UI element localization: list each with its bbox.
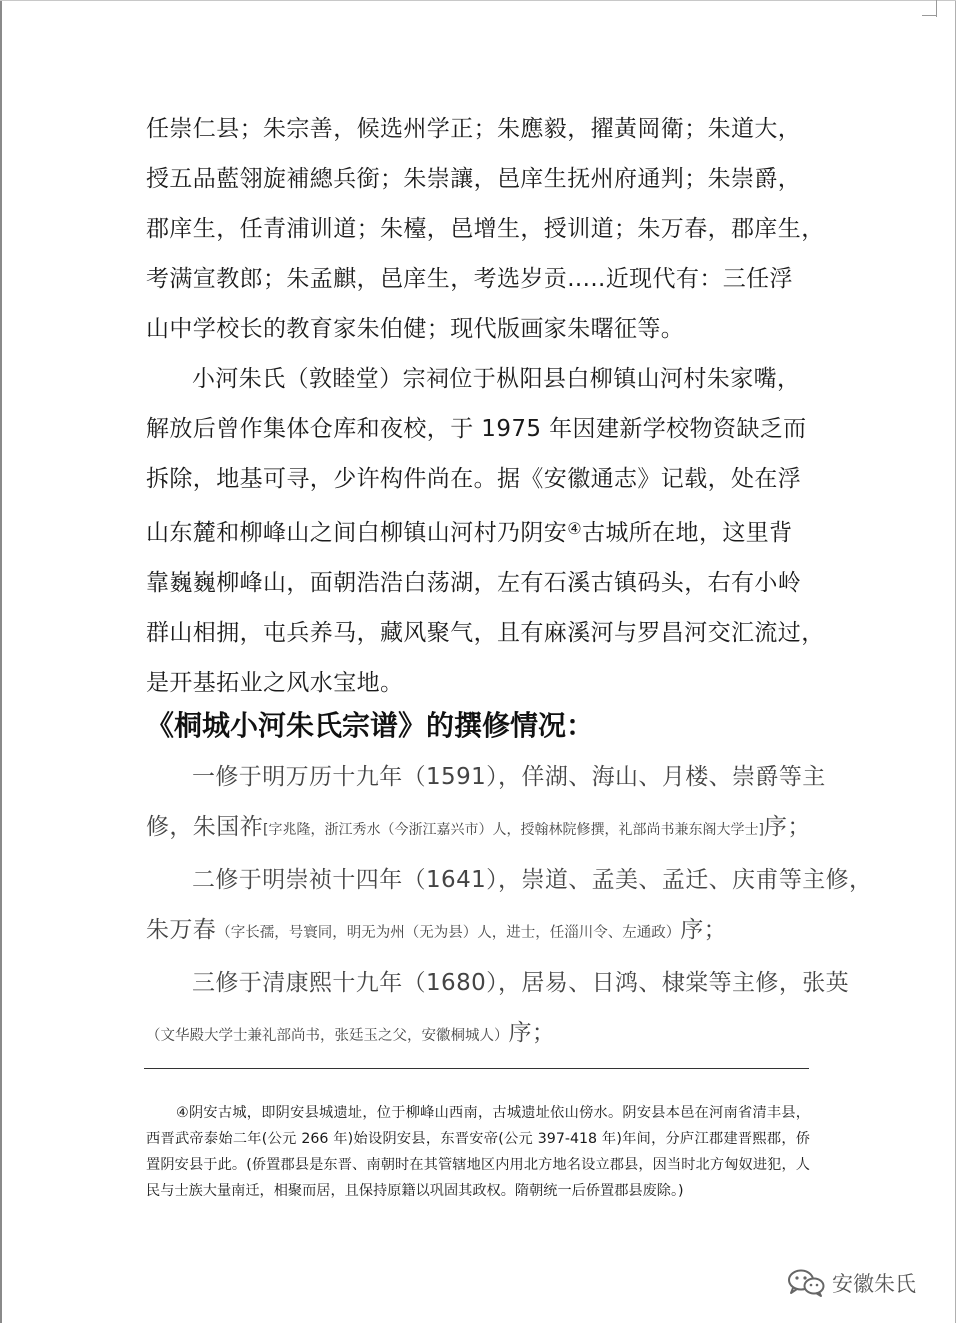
body-line xyxy=(146,504,810,558)
page-border-left xyxy=(0,0,2,1323)
revision-text: 朱万春 xyxy=(146,917,217,943)
revision-line xyxy=(146,802,810,855)
footnote-separator xyxy=(144,1068,809,1069)
account-watermark xyxy=(786,1266,916,1300)
revision-note: [字兆隆，浙江秀水（今浙江嘉兴市）人，授翰林院修撰，礼部尚书兼东阁大学士] xyxy=(263,822,764,838)
footnote-marker: ④ xyxy=(176,1105,189,1121)
revision-line: 二修于明崇祯十四年（1641），崇道、孟美、孟迁、庆甫等主修， xyxy=(192,867,873,893)
body-line: 靠巍巍柳峰山，面朝浩浩白荡湖，左有石溪古镇码头，右有小岭 xyxy=(146,570,802,596)
section-heading: 《桐城小河朱氏宗谱》的撰修情况： xyxy=(146,709,595,742)
footnote xyxy=(146,1100,810,1204)
body-line: 解放后曾作集体仓库和夜校，于 1975 年因建新学校物资缺乏而 xyxy=(146,416,807,442)
revision-text: 修，朱国祚 xyxy=(146,814,263,840)
body-line: 授五品藍翎旋補總兵銜；朱崇讓，邑庠生抚州府通判；朱崇爵， xyxy=(146,166,802,192)
revision-line: 一修于明万历十九年（1591），佯湖、海山、月楼、崇爵等主 xyxy=(192,764,826,790)
page-border-top xyxy=(0,0,956,1)
body-line: 郡庠生，任青浦训道；朱檯，邑增生，授训道；朱万春，郡庠生， xyxy=(146,216,825,242)
revision-text: 序； xyxy=(763,814,811,840)
wechat-icon xyxy=(786,1268,826,1298)
body-line: 考满宣教郎；朱孟麒，邑庠生，考选岁贡.....近现代有：三任浮 xyxy=(146,266,793,292)
body-text xyxy=(146,104,825,708)
revision-line xyxy=(146,1008,810,1061)
crop-mark xyxy=(936,0,937,17)
revision-line xyxy=(146,905,810,958)
revision-note: （字长孺，号寰同，明无为州（无为县）人，进士，任淄川令、左通政） xyxy=(216,925,681,941)
body-line: 小河朱氏（敦睦堂）宗祠位于枞阳县白柳镇山河村朱家嘴， xyxy=(192,366,801,392)
footnote-text: 阴安古城，即阴安县城遗址，位于柳峰山西南，古城遗址依山傍水。阴安县本邑在河南省清丰县，西晋武帝泰始二年(公元 266 年)始设阴安县，东晋安帝(公元 397-418 年)年间，分庐江郡建晋熙郡，侨置阴安县于此。(侨置郡县是东晋、南朝时在其管辖地区内用北方地名设立郡县，因当时北方匈奴进犯，人民与士族大量南迁，相聚而居，且保持原籍以巩固其政权。隋朝统一后侨置郡县废除。) xyxy=(146,1105,810,1199)
body-line: 群山相拥，屯兵养马，藏风聚气，且有麻溪河与罗昌河交汇流过， xyxy=(146,620,825,646)
body-line: 山中学校长的教育家朱伯健；现代版画家朱曙征等。 xyxy=(146,316,685,342)
crop-mark xyxy=(922,15,936,16)
revision-text: 序； xyxy=(508,1020,556,1046)
revision-text: 序； xyxy=(680,917,728,943)
body-line: 拆除，地基可寻，少许构件尚在。据《安徽通志》记载，处在浮 xyxy=(146,466,802,492)
body-line: 任崇仁县；朱宗善，候选州学正；朱應毅，擢黃岡衛；朱道大， xyxy=(146,116,802,142)
body-line: 是开基拓业之风水宝地。 xyxy=(146,670,404,696)
revision-note: （文华殿大学士兼礼部尚书，张廷玉之父，安徽桐城人） xyxy=(146,1028,509,1044)
body-text-segment: 山东麓和柳峰山之间白柳镇山河村乃阴安 xyxy=(146,520,568,546)
footnote-reference[interactable]: ④ xyxy=(567,519,582,538)
body-text-segment: 古城所在地，这里背 xyxy=(581,520,793,546)
revision-list xyxy=(146,752,873,1061)
account-name: 安徽朱氏 xyxy=(832,1272,916,1296)
revision-line: 三修于清康熙十九年（1680），居易、日鸿、棣棠等主修，张英 xyxy=(192,970,850,996)
